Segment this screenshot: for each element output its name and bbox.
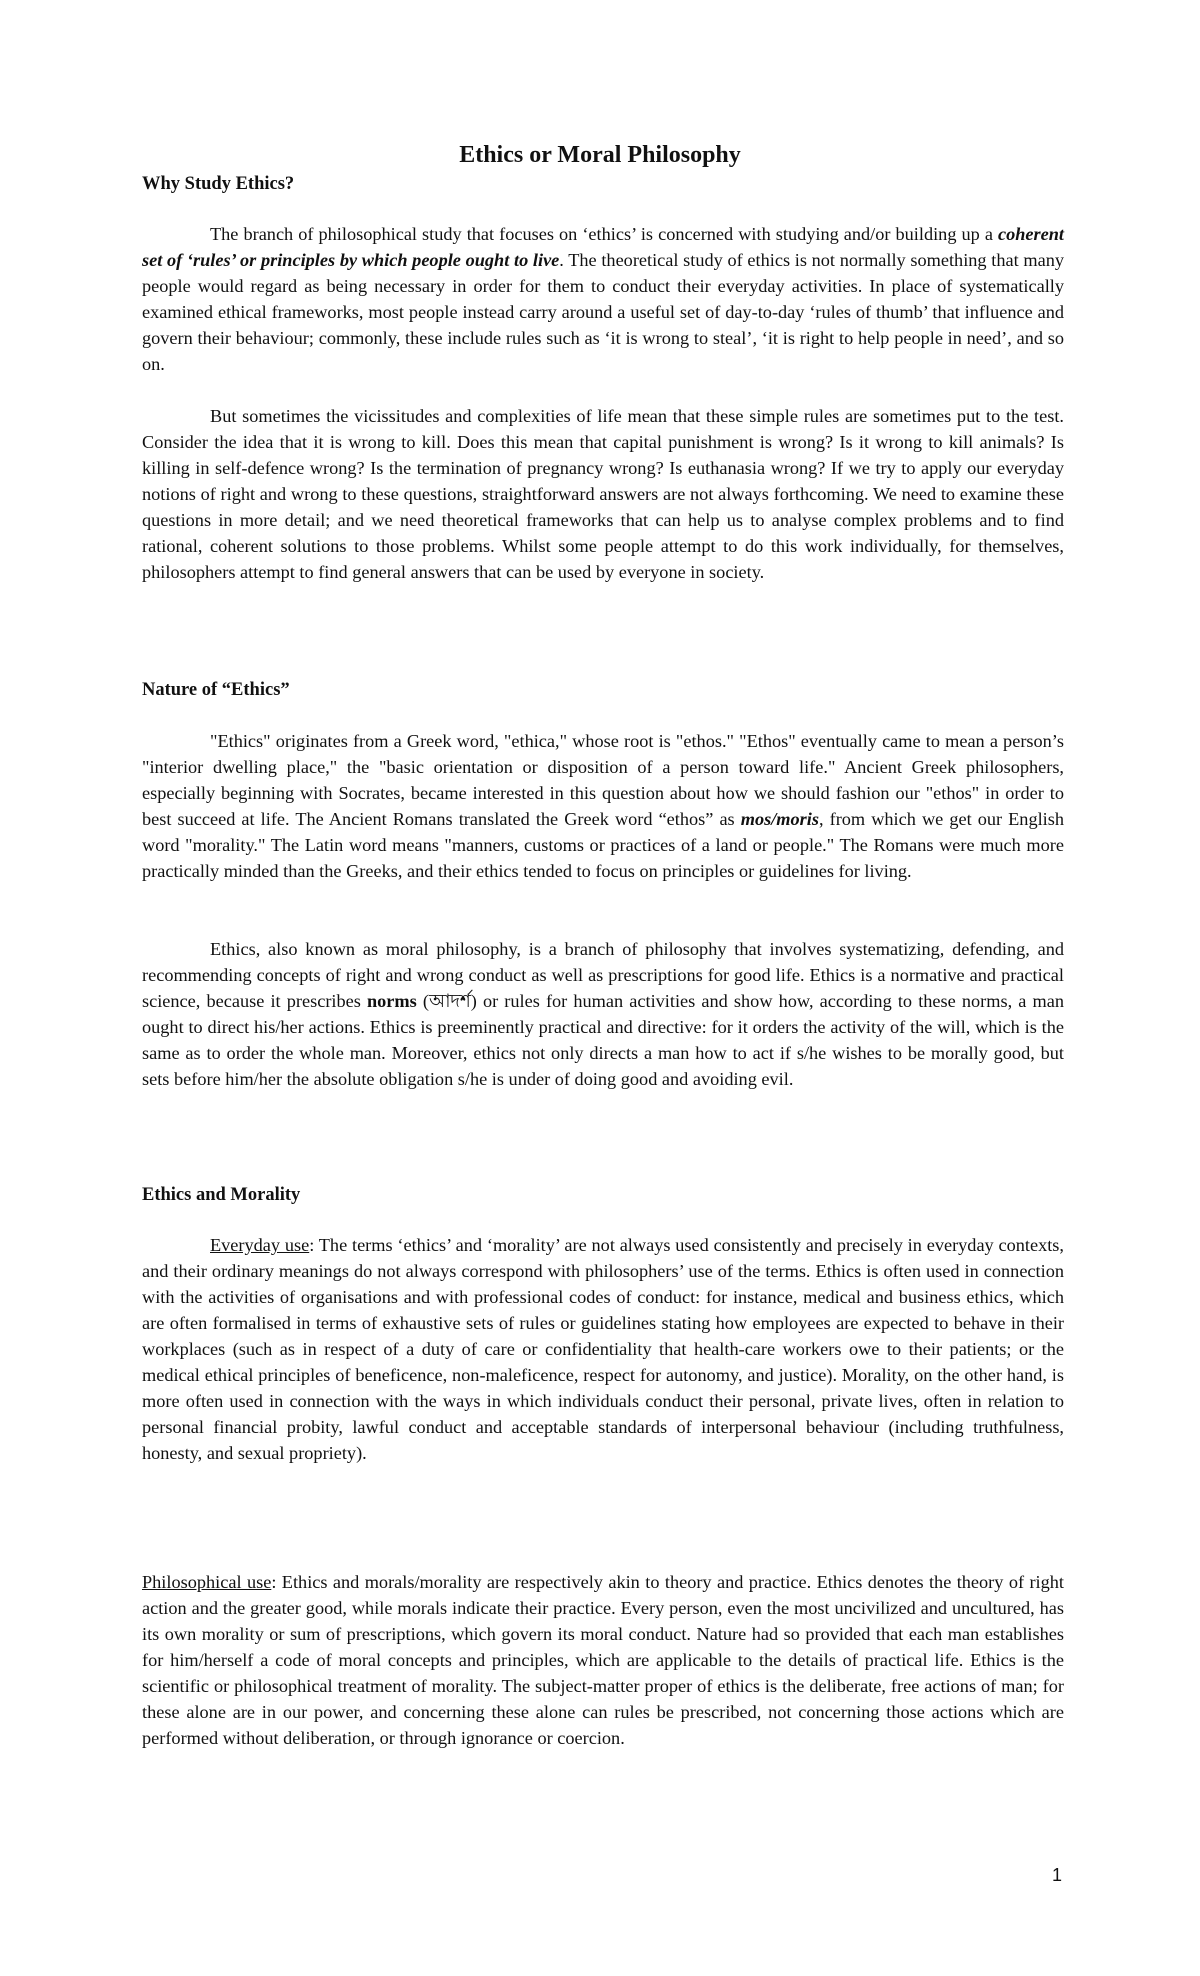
page-number: 1 (1052, 1865, 1063, 1885)
heading-ethics-and-morality: Ethics and Morality (142, 1185, 301, 1205)
paragraph-nature-1-text-c: , from which we get our English word "morality." The Latin word means "manners, customs or practices of a land or people." The Romans were much more practically minded than the Greeks, and their ethics tended to focus on principles or guidelines for living. (142, 809, 1065, 881)
paragraph-nature-2 (142, 936, 1064, 1092)
heading-nature-of-ethics: Nature of “Ethics” (142, 680, 290, 700)
document-title: Ethics or Moral Philosophy (459, 142, 741, 168)
paragraph-why-2: But sometimes the vicissitudes and complexities of life mean that these simple rules are sometimes put to the test. Consider the idea that it is wrong to kill. Does this mean that capital punishment is wrong? Is it wrong to kill animals? Is killing in self-defence wrong? Is the termination of pregnancy wrong? Is euthanasia wrong? If we try to apply our everyday notions of right and wrong to these questions, straightforward answers are not always forthcoming. We need to examine these questions in more detail; and we need theoretical frameworks that can help us to analyse complex problems and to find rational, coherent solutions to those problems. Whilst some people attempt to do this work individually, for themselves, philosophers attempt to find general answers that can be used by everyone in society. (142, 406, 1064, 582)
paragraph-nature-2-text-c: (আদর্শ) or rules for human activities and show how, according to these norms, a man ought to direct his/her actions. Ethics is preeminently practical and directive: for it orders the activity of the will, which is the same as to order the whole man. Moreover, ethics not only directs a man how to act if s/he wishes to be morally good, but sets before him/her the absolute obligation s/he is under of doing good and avoiding evil. (142, 991, 1064, 1089)
paragraph-why-1-text-a: The branch of philosophical study that focuses on ‘ethics’ is concerned with studying and/or building up a (210, 224, 998, 244)
paragraph-why-1-emphasis: coherent set of ‘rules’ or principles by which people ought to live (142, 224, 1064, 270)
philosophical-use-label: Philosophical use (142, 1572, 272, 1592)
paragraph-why-1-text-c: . The theoretical study of ethics is not normally something that many people would regard as being necessary in order for them to conduct their everyday activities. In place of systematically examined ethical frameworks, most people instead carry around a useful set of day-to-day ‘rules of thumb’ that influence and govern their behaviour; commonly, these include rules such as ‘it is wrong to steal’, ‘it is right to help people in need’, and so on. (142, 250, 1064, 374)
paragraph-nature-1-text-a: "Ethics" originates from a Greek word, "ethica," whose root is "ethos." "Ethos" eventually came to mean a person’s "interior dwelling place," the "basic orientation or disposition of a person toward life." Ancient Greek philosophers, especially beginning with Socrates, became interested in this question about how we should fashion our "ethos" in order to best succeed at life. The Ancient Romans translated the Greek word “ethos” as (142, 731, 1064, 829)
everyday-use-label: Everyday use (210, 1235, 310, 1255)
paragraph-nature-2-text-a: Ethics, also known as moral philosophy, is a branch of philosophy that involves systematizing, defending, and recommending concepts of right and wrong conduct as well as prescriptions for good life. Ethics is a normative and practical science, because it prescribes (142, 939, 1064, 1011)
heading-why-study-ethics: Why Study Ethics? (142, 174, 295, 194)
paragraph-philosophical-use (142, 1569, 1064, 1751)
paragraph-nature-1 (142, 728, 1064, 884)
paragraph-nature-1-latin-term: mos/moris (740, 809, 819, 829)
paragraph-everyday-use-text: : The terms ‘ethics’ and ‘morality’ are not always used consistently and precisely in everyday contexts, and their ordinary meanings do not always correspond with philosophers’ use of the terms. Ethics is often used in connection with the activities of organisations and with professional codes of conduct: for instance, medical and business ethics, which are often formalised in terms of exhaustive sets of rules or guidelines stating how employees are expected to behave in their workplaces (such as in respect of a duty of care or confidentiality that health-care workers owe to their patients; or the medical ethical principles of beneficence, non-maleficence, respect for autonomy, and justice). Morality, on the other hand, is more often used in connection with the ways in which individuals conduct their personal, private lives, often in relation to personal financial probity, lawful conduct and acceptable standards of interpersonal behaviour (including truthfulness, honesty, and sexual propriety). (142, 1235, 1064, 1463)
paragraph-philosophical-use-text: : Ethics and morals/morality are respectively akin to theory and practice. Ethics denotes the theory of right action and the greater good, while morals indicate their practice. Every person, even the most uncivilized and uncultured, has its own morality or sum of prescriptions, which govern its moral conduct. Nature had so provided that each man establishes for him/herself a code of moral concepts and principles, which are applicable to the details of practical life. Ethics is the scientific or philosophical treatment of morality. The subject-matter proper of ethics is the deliberate, free actions of man; for these alone are in our power, and concerning these alone can rules be prescribed, not concerning those actions which are performed without deliberation, or through ignorance or coercion. (142, 1572, 1064, 1748)
paragraph-why-1 (142, 221, 1064, 377)
paragraph-everyday-use (142, 1232, 1064, 1466)
paragraph-nature-2-norms: norms (367, 991, 417, 1011)
